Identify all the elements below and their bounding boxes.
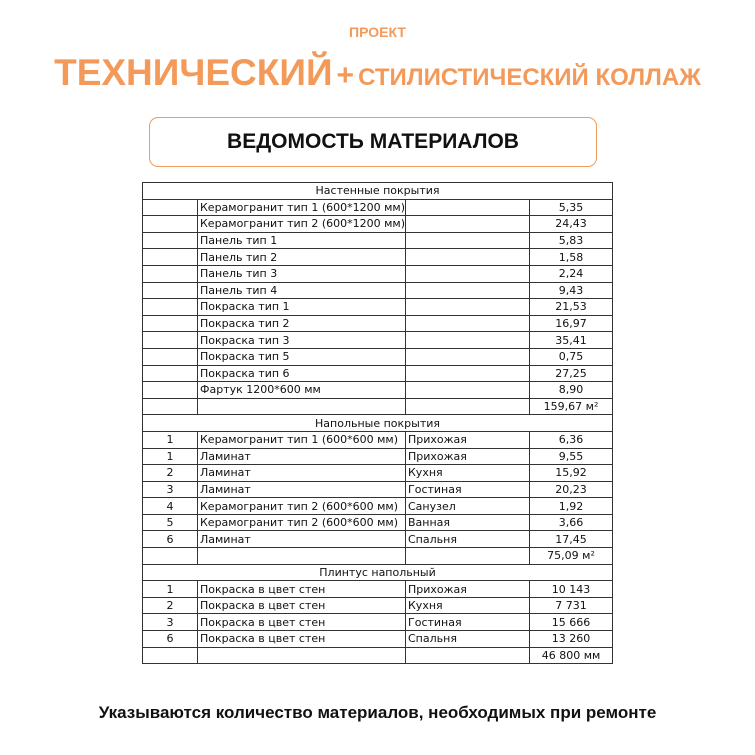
room-name bbox=[406, 348, 530, 365]
material-name: Панель тип 2 bbox=[198, 249, 406, 266]
room-name: Прихожая bbox=[406, 581, 530, 598]
title-plus: + bbox=[336, 59, 355, 92]
room-name: Прихожая bbox=[406, 448, 530, 465]
quantity-value: 5,83 bbox=[530, 232, 613, 249]
material-name: Панель тип 4 bbox=[198, 282, 406, 299]
material-name: Ламинат bbox=[198, 481, 406, 498]
table-row bbox=[143, 232, 613, 249]
section-total: 46 800 мм bbox=[530, 647, 613, 664]
row-number bbox=[143, 249, 198, 266]
row-number: 2 bbox=[143, 597, 198, 614]
table-row bbox=[143, 365, 613, 382]
room-name: Санузел bbox=[406, 498, 530, 515]
table-row bbox=[143, 315, 613, 332]
material-name: Покраска тип 6 bbox=[198, 365, 406, 382]
section-total: 159,67 м² bbox=[530, 398, 613, 415]
row-number bbox=[143, 332, 198, 349]
room-name bbox=[406, 365, 530, 382]
empty-cell bbox=[143, 548, 198, 565]
row-number: 1 bbox=[143, 431, 198, 448]
table-row bbox=[143, 631, 613, 648]
section-header: Плинтус напольный bbox=[143, 564, 613, 581]
table-row bbox=[143, 498, 613, 515]
material-name: Ламинат bbox=[198, 531, 406, 548]
row-number bbox=[143, 315, 198, 332]
row-number bbox=[143, 348, 198, 365]
table-row bbox=[143, 481, 613, 498]
quantity-value: 6,36 bbox=[530, 431, 613, 448]
quantity-value: 9,55 bbox=[530, 448, 613, 465]
room-name bbox=[406, 382, 530, 399]
empty-cell bbox=[198, 398, 406, 415]
table-row bbox=[143, 614, 613, 631]
row-number: 6 bbox=[143, 531, 198, 548]
row-number bbox=[143, 282, 198, 299]
table-row bbox=[143, 282, 613, 299]
section-header: Настенные покрытия bbox=[143, 183, 613, 200]
section-header-row bbox=[143, 415, 613, 432]
room-name: Кухня bbox=[406, 465, 530, 482]
quantity-value: 0,75 bbox=[530, 348, 613, 365]
row-number: 3 bbox=[143, 614, 198, 631]
materials-table bbox=[142, 182, 613, 664]
material-name: Керамогранит тип 2 (600*600 мм) bbox=[198, 498, 406, 515]
room-name: Гостиная bbox=[406, 614, 530, 631]
table-row bbox=[143, 448, 613, 465]
empty-cell bbox=[406, 548, 530, 565]
material-name: Фартук 1200*600 мм bbox=[198, 382, 406, 399]
material-name: Панель тип 1 bbox=[198, 232, 406, 249]
room-name bbox=[406, 249, 530, 266]
table-row bbox=[143, 581, 613, 598]
quantity-value: 3,66 bbox=[530, 514, 613, 531]
row-number bbox=[143, 365, 198, 382]
row-number bbox=[143, 382, 198, 399]
material-name: Покраска тип 5 bbox=[198, 348, 406, 365]
title-technical: ТЕХНИЧЕСКИЙ bbox=[54, 52, 333, 93]
quantity-value: 9,43 bbox=[530, 282, 613, 299]
section-header-row bbox=[143, 564, 613, 581]
table-row bbox=[143, 514, 613, 531]
material-name: Керамогранит тип 1 (600*600 мм) bbox=[198, 431, 406, 448]
room-name bbox=[406, 332, 530, 349]
empty-cell bbox=[143, 647, 198, 664]
room-name bbox=[406, 216, 530, 233]
table-row bbox=[143, 531, 613, 548]
room-name bbox=[406, 315, 530, 332]
quantity-value: 35,41 bbox=[530, 332, 613, 349]
row-number: 1 bbox=[143, 448, 198, 465]
section-title: ВЕДОМОСТЬ МАТЕРИАЛОВ bbox=[227, 130, 519, 153]
table-row bbox=[143, 332, 613, 349]
material-name: Покраска в цвет стен bbox=[198, 614, 406, 631]
quantity-value: 24,43 bbox=[530, 216, 613, 233]
row-number: 1 bbox=[143, 581, 198, 598]
table-row bbox=[143, 382, 613, 399]
row-number bbox=[143, 232, 198, 249]
row-number bbox=[143, 299, 198, 316]
quantity-value: 17,45 bbox=[530, 531, 613, 548]
room-name bbox=[406, 299, 530, 316]
table-row bbox=[143, 265, 613, 282]
room-name bbox=[406, 282, 530, 299]
quantity-value: 10 143 bbox=[530, 581, 613, 598]
material-name: Панель тип 3 bbox=[198, 265, 406, 282]
quantity-value: 21,53 bbox=[530, 299, 613, 316]
room-name bbox=[406, 265, 530, 282]
material-name: Покраска тип 2 bbox=[198, 315, 406, 332]
row-number: 3 bbox=[143, 481, 198, 498]
room-name: Гостиная bbox=[406, 481, 530, 498]
row-number: 5 bbox=[143, 514, 198, 531]
empty-cell bbox=[406, 647, 530, 664]
quantity-value: 7 731 bbox=[530, 597, 613, 614]
quantity-value: 5,35 bbox=[530, 199, 613, 216]
empty-cell bbox=[198, 647, 406, 664]
material-name: Покраска тип 3 bbox=[198, 332, 406, 349]
quantity-value: 1,92 bbox=[530, 498, 613, 515]
row-number: 2 bbox=[143, 465, 198, 482]
table-row bbox=[143, 299, 613, 316]
footer-note: Указываются количество материалов, необходимых при ремонте bbox=[98, 703, 657, 722]
page-title bbox=[0, 52, 755, 94]
section-header-row bbox=[143, 183, 613, 200]
material-name: Керамогранит тип 2 (600*600 мм) bbox=[198, 514, 406, 531]
total-row bbox=[143, 398, 613, 415]
quantity-value: 16,97 bbox=[530, 315, 613, 332]
row-number bbox=[143, 199, 198, 216]
material-name: Покраска в цвет стен bbox=[198, 631, 406, 648]
section-title-box bbox=[149, 117, 597, 167]
room-name bbox=[406, 199, 530, 216]
row-number bbox=[143, 265, 198, 282]
room-name: Спальня bbox=[406, 531, 530, 548]
quantity-value: 2,24 bbox=[530, 265, 613, 282]
room-name bbox=[406, 232, 530, 249]
quantity-value: 8,90 bbox=[530, 382, 613, 399]
room-name: Ванная bbox=[406, 514, 530, 531]
quantity-value: 20,23 bbox=[530, 481, 613, 498]
table-row bbox=[143, 348, 613, 365]
material-name: Ламинат bbox=[198, 465, 406, 482]
table-row bbox=[143, 465, 613, 482]
room-name: Прихожая bbox=[406, 431, 530, 448]
room-name: Спальня bbox=[406, 631, 530, 648]
table-row bbox=[143, 249, 613, 266]
table-row bbox=[143, 199, 613, 216]
material-name: Ламинат bbox=[198, 448, 406, 465]
room-name: Кухня bbox=[406, 597, 530, 614]
material-name: Керамогранит тип 1 (600*1200 мм) bbox=[198, 199, 406, 216]
table-row bbox=[143, 431, 613, 448]
quantity-value: 13 260 bbox=[530, 631, 613, 648]
quantity-value: 1,58 bbox=[530, 249, 613, 266]
total-row bbox=[143, 647, 613, 664]
row-number bbox=[143, 216, 198, 233]
material-name: Покраска в цвет стен bbox=[198, 581, 406, 598]
quantity-value: 15,92 bbox=[530, 465, 613, 482]
project-subtitle: ПРОЕКТ bbox=[349, 24, 406, 40]
section-header: Напольные покрытия bbox=[143, 415, 613, 432]
total-row bbox=[143, 548, 613, 565]
title-stylistic-collage: СТИЛИСТИЧЕСКИЙ КОЛЛАЖ bbox=[358, 64, 701, 91]
material-name: Покраска тип 1 bbox=[198, 299, 406, 316]
empty-cell bbox=[406, 398, 530, 415]
row-number: 4 bbox=[143, 498, 198, 515]
material-name: Покраска в цвет стен bbox=[198, 597, 406, 614]
empty-cell bbox=[198, 548, 406, 565]
empty-cell bbox=[143, 398, 198, 415]
table-row bbox=[143, 216, 613, 233]
table-row bbox=[143, 597, 613, 614]
quantity-value: 15 666 bbox=[530, 614, 613, 631]
material-name: Керамогранит тип 2 (600*1200 мм) bbox=[198, 216, 406, 233]
quantity-value: 27,25 bbox=[530, 365, 613, 382]
row-number: 6 bbox=[143, 631, 198, 648]
section-total: 75,09 м² bbox=[530, 548, 613, 565]
